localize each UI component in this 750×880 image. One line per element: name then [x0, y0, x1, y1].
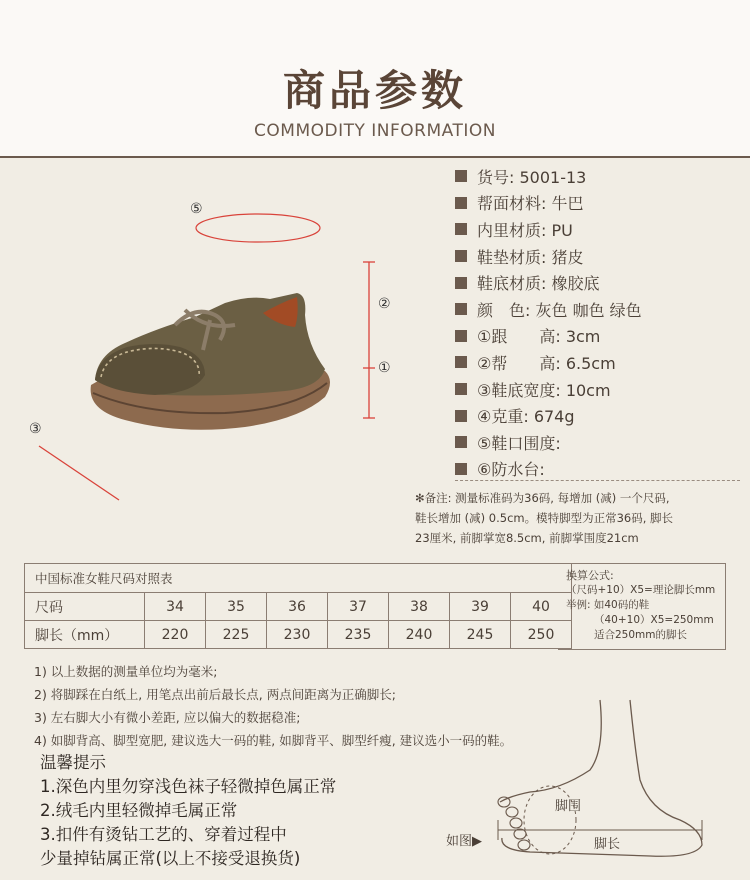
bullet-square-icon	[455, 330, 467, 342]
length-cell: 240	[389, 621, 450, 649]
param-text: 货号: 5001-13	[477, 167, 587, 187]
measurement-note	[415, 488, 735, 548]
param-row	[455, 429, 740, 456]
param-row	[455, 349, 740, 376]
marker-1-label: ①	[378, 360, 391, 376]
param-text: ⑤鞋口围度:	[477, 433, 561, 453]
width-line-marker	[35, 440, 125, 510]
bullet-square-icon	[455, 410, 467, 422]
bullet-square-icon	[455, 356, 467, 368]
size-table-caption: 中国标准女鞋尺码对照表	[25, 564, 572, 593]
size-cell: 40	[511, 593, 572, 621]
size-cell: 39	[450, 593, 511, 621]
formula-line: （40+10）X5=250mm	[594, 614, 714, 626]
tips-item: 3.扣件有烫钻工艺的、穿着过程中	[40, 825, 287, 844]
params-divider	[455, 480, 740, 481]
size-cell: 35	[206, 593, 267, 621]
size-label: 尺码	[25, 593, 145, 621]
header-divider	[0, 156, 750, 158]
foot-length-label: 脚长	[592, 833, 622, 852]
bullet-square-icon	[455, 303, 467, 315]
params-list	[455, 163, 740, 482]
param-text: ③鞋底宽度: 10cm	[477, 380, 611, 400]
param-row	[455, 376, 740, 403]
marker-5-label: ⑤	[190, 201, 203, 217]
shoe-image	[85, 285, 345, 445]
length-cell: 235	[328, 621, 389, 649]
param-text: 内里材质: PU	[477, 220, 573, 240]
param-text: 鞋底材质: 橡胶底	[477, 274, 600, 294]
bullet-square-icon	[455, 383, 467, 395]
param-text: 帮面材料: 牛巴	[477, 194, 584, 214]
notes-item: 2) 将脚踩在白纸上, 用笔点出前后最长点, 两点间距离为正确脚长;	[34, 687, 396, 702]
param-row	[455, 190, 740, 217]
size-cell: 38	[389, 593, 450, 621]
length-cell: 250	[511, 621, 572, 649]
notes-item: 4) 如脚背高、脚型宽肥, 建议选大一码的鞋, 如脚背平、脚型纤瘦, 建议选小一码的鞋。	[34, 733, 513, 748]
formula-line: 举例: 如40码的鞋	[566, 599, 650, 611]
bullet-square-icon	[455, 250, 467, 262]
page-title: 商品参数	[282, 66, 467, 115]
note-line: 鞋长增加 (减) 0.5cm。模特脚型为正常36码, 脚长	[415, 511, 674, 525]
bullet-square-icon	[455, 223, 467, 235]
bullet-square-icon	[455, 436, 467, 448]
size-cell: 37	[328, 593, 389, 621]
size-cell: 36	[267, 593, 328, 621]
tips-title: 温馨提示	[40, 753, 106, 772]
param-text: ②帮 高: 6.5cm	[477, 353, 616, 373]
param-text: ⑥防水台:	[477, 460, 545, 480]
param-row	[455, 323, 740, 350]
param-text: ④克重: 674g	[477, 407, 575, 427]
param-text: 鞋垫材质: 猪皮	[477, 247, 584, 267]
tips-item: 2.绒毛内里轻微掉毛属正常	[40, 801, 238, 820]
param-text: 颜 色: 灰色 咖色 绿色	[477, 300, 642, 320]
marker-3-label: ③	[29, 421, 42, 437]
bullet-square-icon	[455, 277, 467, 289]
marker-2-label: ②	[378, 296, 391, 312]
page-subtitle: COMMODITY INFORMATION	[254, 121, 496, 141]
length-cell: 245	[450, 621, 511, 649]
bullet-square-icon	[455, 197, 467, 209]
param-row	[455, 296, 740, 323]
param-row	[455, 163, 740, 190]
size-chart-table	[24, 563, 572, 649]
bullet-square-icon	[455, 170, 467, 182]
param-row	[455, 269, 740, 296]
girth-ellipse-marker	[190, 210, 330, 250]
note-line: 23厘米, 前脚掌宽8.5cm, 前脚掌围度21cm	[415, 531, 639, 545]
notes-item: 1) 以上数据的测量单位均为毫米;	[34, 664, 218, 679]
param-row	[455, 216, 740, 243]
conversion-formula	[558, 563, 726, 650]
formula-title: 换算公式:	[566, 569, 614, 582]
formula-line: （尺码+10）X5=理论脚长mm	[566, 584, 716, 596]
foot-measure-diagram	[440, 690, 740, 875]
param-text: ①跟 高: 3cm	[477, 327, 601, 347]
param-row	[455, 402, 740, 429]
foot-as-shown-label: 如图▶	[446, 834, 482, 849]
length-cell: 230	[267, 621, 328, 649]
param-row	[455, 456, 740, 483]
note-line: ✻备注: 测量标准码为36码, 每增加 (减) 一个尺码,	[415, 491, 670, 505]
length-label: 脚长（mm）	[25, 621, 145, 649]
length-cell: 220	[145, 621, 206, 649]
formula-line: 适合250mm的脚长	[594, 629, 687, 641]
size-cell: 34	[145, 593, 206, 621]
param-row	[455, 243, 740, 270]
length-cell: 225	[206, 621, 267, 649]
tips-item: 少量掉钻属正常(以上不接受退换货)	[40, 849, 301, 868]
bullet-square-icon	[455, 463, 467, 475]
notes-item: 3) 左右脚大小有微小差距, 应以偏大的数据稳准;	[34, 710, 301, 725]
height-line-marker	[360, 258, 380, 428]
tips-item: 1.深色内里勿穿浅色袜子轻微掉色属正常	[40, 777, 337, 796]
care-tips	[40, 751, 336, 871]
foot-girth-label: 脚围	[555, 799, 582, 814]
